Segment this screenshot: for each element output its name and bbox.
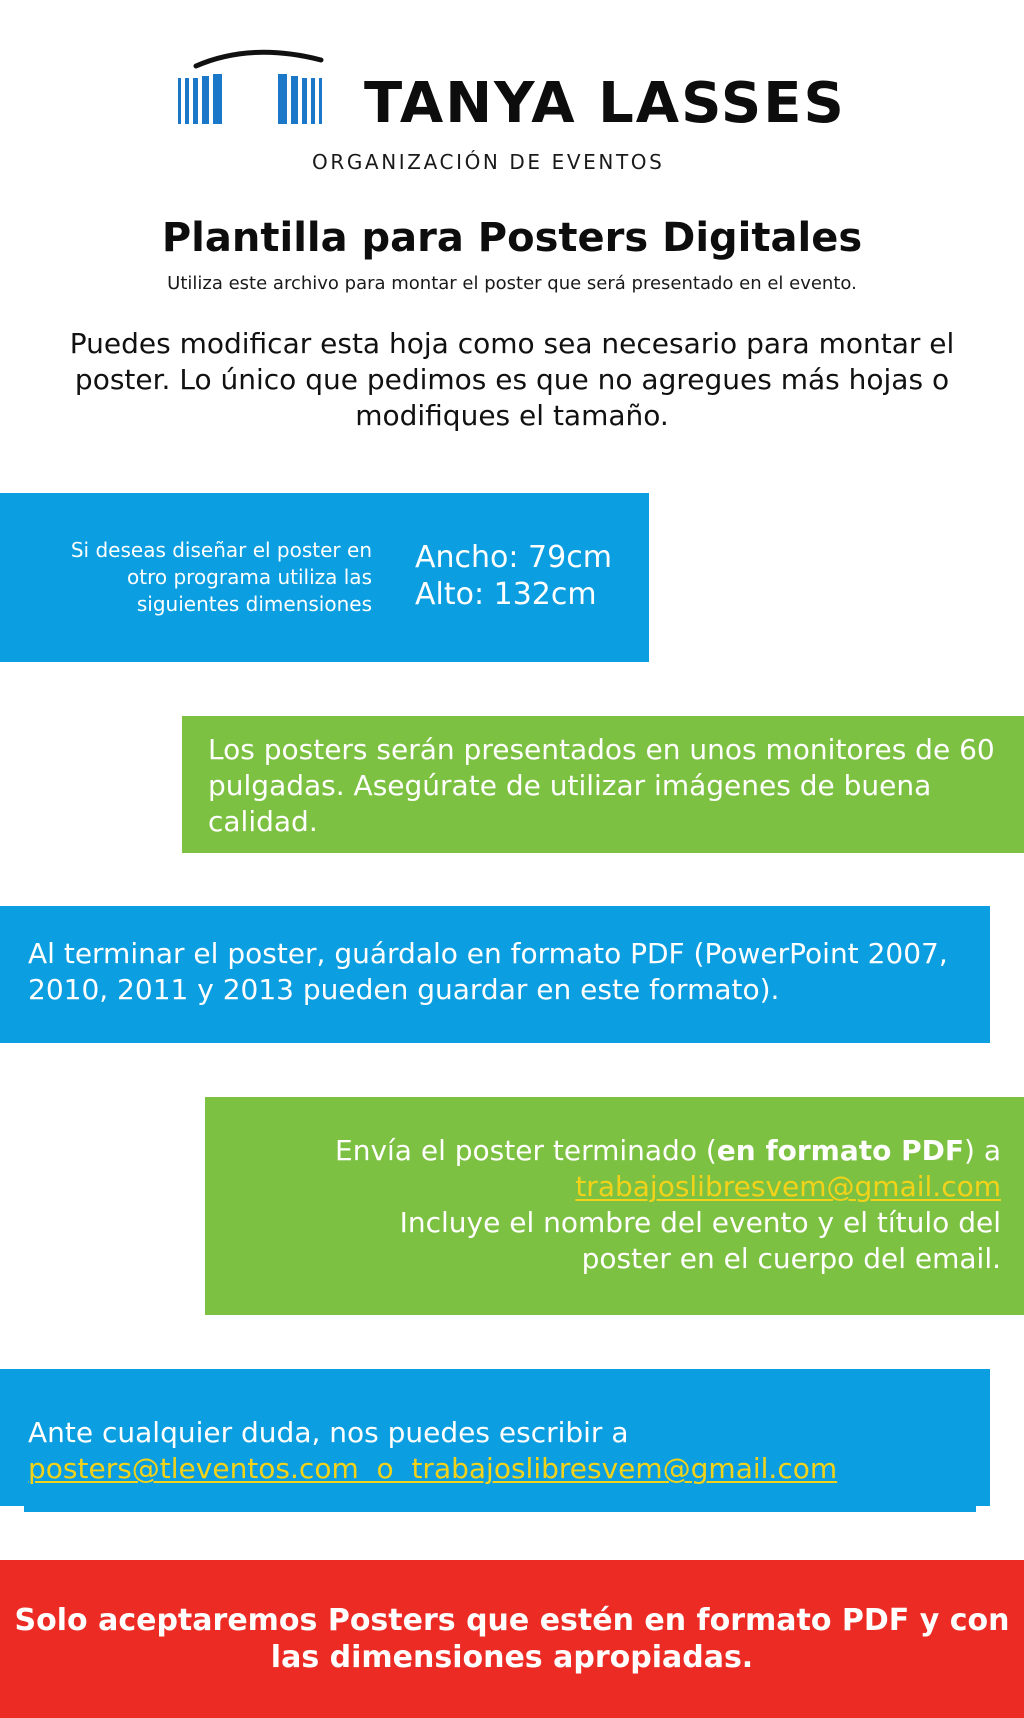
height-value: Alto: 132cm bbox=[415, 577, 597, 612]
dimensions-box bbox=[0, 493, 649, 662]
page-subtitle: Utiliza este archivo para montar el poster que será presentado en el evento. bbox=[167, 273, 857, 294]
width-value: Ancho: 79cm bbox=[415, 540, 612, 575]
contact-email-links[interactable]: posters@tleventos.com o trabajoslibresvem@gmail.com bbox=[28, 1452, 838, 1485]
send-line-3: Incluye el nombre del evento y el título del bbox=[399, 1206, 1001, 1239]
warning-box bbox=[0, 1560, 1024, 1718]
page-title: Plantilla para Posters Digitales bbox=[161, 215, 863, 261]
contact-text: Ante cualquier duda, nos puedes escribir a bbox=[28, 1416, 629, 1449]
contact-box bbox=[0, 1369, 990, 1506]
pdf-format-box bbox=[0, 906, 990, 1043]
send-line-1 bbox=[225, 1133, 1001, 1169]
logo-tagline: ORGANIZACIÓN DE EVENTOS bbox=[312, 150, 665, 174]
send-line-4: poster en el cuerpo del email. bbox=[581, 1242, 1001, 1275]
send-bold: en formato PDF bbox=[716, 1134, 965, 1167]
logo-name: TANYA LASSES bbox=[364, 71, 846, 136]
send-instructions-box bbox=[205, 1097, 1024, 1315]
monitors-box bbox=[182, 716, 1024, 853]
logo bbox=[176, 48, 848, 180]
warning-text: Solo aceptaremos Posters que estén en formato PDF y con las dimensiones apropiadas. bbox=[14, 1603, 1010, 1675]
contact-box-underbar bbox=[24, 1506, 976, 1512]
intro-paragraph: Puedes modificar esta hoja como sea necesario para montar el poster. Lo único que pedimos es que no agregues más hojas o modifiques el tamaño. bbox=[69, 327, 955, 432]
dimensions-values bbox=[415, 539, 612, 613]
send-prefix: Envía el poster terminado ( bbox=[335, 1134, 717, 1167]
send-suffix: ) a bbox=[964, 1134, 1001, 1167]
send-email-link[interactable]: trabajoslibresvem@gmail.com bbox=[575, 1170, 1001, 1203]
pdf-format-text: Al terminar el poster, guárdalo en formato PDF (PowerPoint 2007, 2010, 2011 y 2013 pueden guardar en este formato). bbox=[28, 937, 948, 1006]
monitors-text: Los posters serán presentados en unos monitores de 60 pulgadas. Asegúrate de utilizar imágenes de buena calidad. bbox=[208, 733, 995, 838]
columns-building-icon bbox=[176, 48, 356, 138]
dimensions-note: Si deseas diseñar el poster en otro programa utiliza las siguientes dimensiones bbox=[70, 538, 372, 616]
